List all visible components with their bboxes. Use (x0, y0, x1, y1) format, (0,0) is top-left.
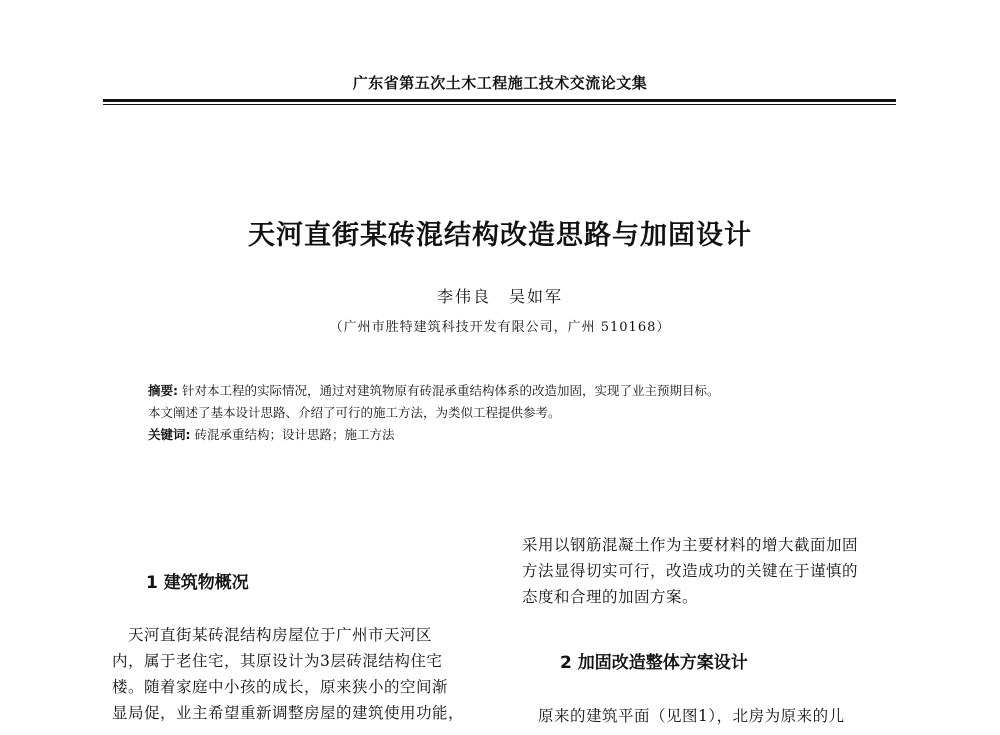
author-name: 李伟良 (436, 287, 491, 306)
section-heading-1: 1 建筑物概况 (146, 573, 249, 593)
author-list (0, 284, 1000, 307)
body-line: 内，属于老住宅，其原设计为3层砖混结构住宅 (112, 652, 443, 670)
abstract-line: 本文阐述了基本设计思路、介绍了可行的施工方法，为类似工程提供参考。 (148, 405, 561, 420)
body-line: 天河直街某砖混结构房屋位于广州市天河区 (112, 626, 433, 644)
body-line: 楼。随着家庭中小孩的成长，原来狭小的空间渐 (112, 678, 449, 696)
body-line: 方法显得切实可行，改造成功的关键在于谨慎的 (522, 562, 859, 580)
section-2-body (522, 703, 902, 729)
author-name: 吴如军 (509, 287, 564, 306)
paper-title: 天河直街某砖混结构改造思路与加固设计 (248, 220, 752, 251)
body-line: 显局促，业主希望重新调整房屋的建筑使用功能， (112, 704, 465, 722)
body-line: 态度和合理的加固方案。 (522, 588, 699, 606)
section-heading-2: 2 加固改造整体方案设计 (560, 653, 748, 673)
abstract-text: 针对本工程的实际情况，通过对建筑物原有砖混承重结构体系的改造加固，实现了业主预期目标。 (181, 383, 720, 398)
keywords-label: 关键词: (148, 427, 191, 442)
affiliation: （广州市胜特建筑科技开发有限公司，广州 510168） (329, 320, 671, 335)
abstract-label: 摘要: (148, 383, 178, 398)
running-head: 广东省第五次土木工程施工技术交流论文集 (352, 74, 648, 92)
header-rule-thin (103, 104, 896, 105)
section-1-body (112, 622, 492, 726)
header-rule-thick (103, 99, 896, 102)
abstract-line (148, 380, 888, 402)
right-column-body (522, 532, 902, 610)
keywords-line (148, 424, 888, 446)
body-line: 采用以钢筋混凝土作为主要材料的增大截面加固 (522, 536, 859, 554)
keywords-text: 砖混承重结构；设计思路；施工方法 (194, 427, 395, 442)
body-line: 原来的建筑平面（见图1），北房为原来的儿 (522, 707, 845, 725)
abstract-block (148, 380, 888, 446)
